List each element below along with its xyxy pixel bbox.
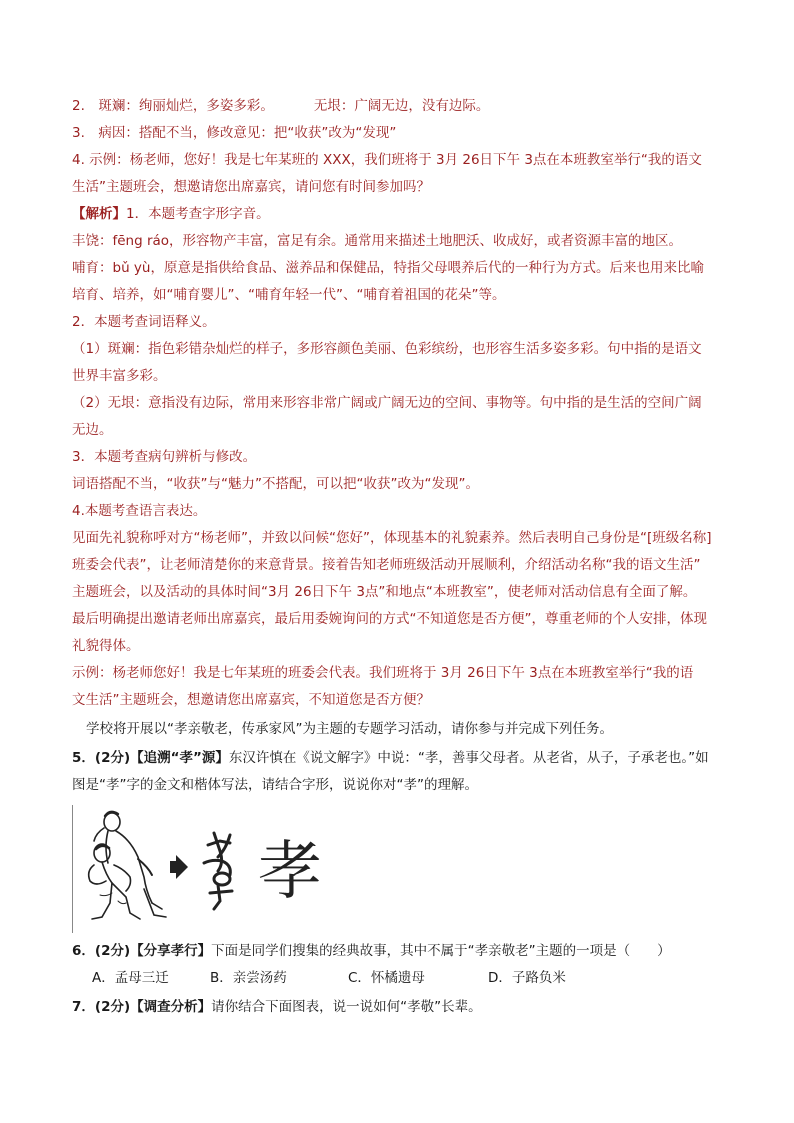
answer-4-line1: 4. 示例：杨老师，您好！我是七年某班的 XXX，我们班将于 3月 26日下午 3点在本班教室举行“我的语文 xyxy=(72,152,702,168)
option-d[interactable]: D．子路负米 xyxy=(488,970,566,986)
jinwen-xiao-glyph xyxy=(204,833,232,909)
analysis-buyu-line2: 培育、培养，如“哺育婴儿”、“哺育年轻一代”、“哺育着祖国的花朵”等。 xyxy=(72,287,506,303)
option-a[interactable]: A．孟母三迁 xyxy=(92,970,169,986)
section-intro: 学校将开展以“孝亲敬老，传承家风”为主题的专题学习活动，请你参与并完成下列任务。 xyxy=(86,721,613,737)
arrow-right-icon xyxy=(170,855,188,879)
answer-4-line2: 生活”主题班会，想邀请您出席嘉宾，请问您有时间参加吗？ xyxy=(72,179,430,195)
question-5-text: 东汉许慎在《说文解字》中说：“孝，善事父母者。从老省，从子，子承老也。”如 xyxy=(228,750,709,766)
question-6-label: 6．(2分)【分享孝行】 xyxy=(72,943,212,959)
analysis-4-body-line2: 班委会代表”，让老师清楚你的来意背景。接着告知老师班级活动开展顺利，介绍活动名称“我的语文生活” xyxy=(72,557,701,573)
analysis-2-banlan-line1: （1）斑斓：指色彩错杂灿烂的样子，多形容颜色美丽、色彩缤纷，也形容生活多姿多彩。句中指的是语文 xyxy=(72,341,702,357)
question-6-text: 下面是同学们搜集的经典故事，其中不属于“孝亲敬老”主题的一项是（ ） xyxy=(211,943,671,959)
analysis-2-banlan-line2: 世界丰富多彩。 xyxy=(72,368,167,384)
answer-2-banlan: 2. 斑斓：绚丽灿烂，多姿多彩。 xyxy=(72,98,274,114)
question-5-line2: 图是“孝”字的金文和楷体写法，请结合字形，说说你对“孝”的理解。 xyxy=(72,777,478,793)
answer-2-wuyin: 无垠：广阔无边，没有边际。 xyxy=(313,98,490,114)
analysis-2-wuyin-line2: 无边。 xyxy=(72,422,113,438)
analysis-label: 【解析】 xyxy=(72,206,126,222)
question-5-line1 xyxy=(72,748,709,768)
question-5-label: 5．(2分)【追溯“孝”源】 xyxy=(72,750,229,766)
analysis-2-wuyin-line1: （2）无垠：意指没有边际，常用来形容非常广阔或广阔无边的空间、事物等。句中指的是生活的空间广阔 xyxy=(72,395,702,411)
analysis-4-body-line4: 最后明确提出邀请老师出席嘉宾，最后用委婉询问的方式“不知道您是否方便”，尊重老师的个人安排，体现 xyxy=(72,611,707,627)
analysis-2-title: 2．本题考查词语释义。 xyxy=(72,314,216,330)
analysis-4-body-line1: 见面先礼貌称呼对方“杨老师”，并致以问候“您好”，体现基本的礼貌素养。然后表明自己身份是“[班级名称] xyxy=(72,530,712,546)
option-c[interactable]: C．怀橘遗母 xyxy=(348,970,425,986)
question-6-line1 xyxy=(72,941,671,961)
analysis-4-example-line2: 文生活”主题班会，想邀请您出席嘉宾，不知道您是否方便？ xyxy=(72,692,430,708)
xiao-character-figure xyxy=(72,805,342,935)
elder-carried-illustration xyxy=(89,812,166,919)
answer-2 xyxy=(72,96,489,116)
question-7-label: 7．(2分)【调查分析】 xyxy=(72,999,212,1015)
analysis-3-body: 词语搭配不当，“收获”与“魅力”不搭配，可以把“收获”改为“发现”。 xyxy=(72,476,479,492)
analysis-3-title: 3．本题考查病句辨析与修改。 xyxy=(72,449,257,465)
analysis-4-body-line3: 主题班会，以及活动的具体时间“3月 26日下午 3点”和地点“本班教室”，使老师对活动信息有全面了解。 xyxy=(72,584,697,600)
analysis-heading xyxy=(72,204,270,224)
analysis-4-example-line1: 示例：杨老师您好！我是七年某班的班委会代表。我们班将于 3月 26日下午 3点在本班教室举行“我的语 xyxy=(72,665,694,681)
kaishu-xiao-char: 孝 xyxy=(258,835,322,909)
question-7 xyxy=(72,997,482,1017)
answer-3: 3. 病因：搭配不当，修改意见：把“收获”改为“发现” xyxy=(72,125,397,141)
option-b[interactable]: B．亲尝汤药 xyxy=(210,970,287,986)
analysis-buyu-line1: 哺育：bǔ yù，原意是指供给食品、滋养品和保健品，特指父母喂养后代的一种行为方式。后来也用来比喻 xyxy=(72,260,704,276)
analysis-4-body-line5: 礼貌得体。 xyxy=(72,638,140,654)
analysis-fengrao: 丰饶：fēng ráo，形容物产丰富，富足有余。通常用来描述土地肥沃、收成好，或者资源丰富的地区。 xyxy=(72,233,683,249)
question-7-text: 请你结合下面图表，说一说如何“孝敬”长辈。 xyxy=(211,999,482,1015)
analysis-4-title: 4.本题考查语言表达。 xyxy=(72,503,207,519)
analysis-1-title: 1．本题考查字形字音。 xyxy=(126,206,270,222)
